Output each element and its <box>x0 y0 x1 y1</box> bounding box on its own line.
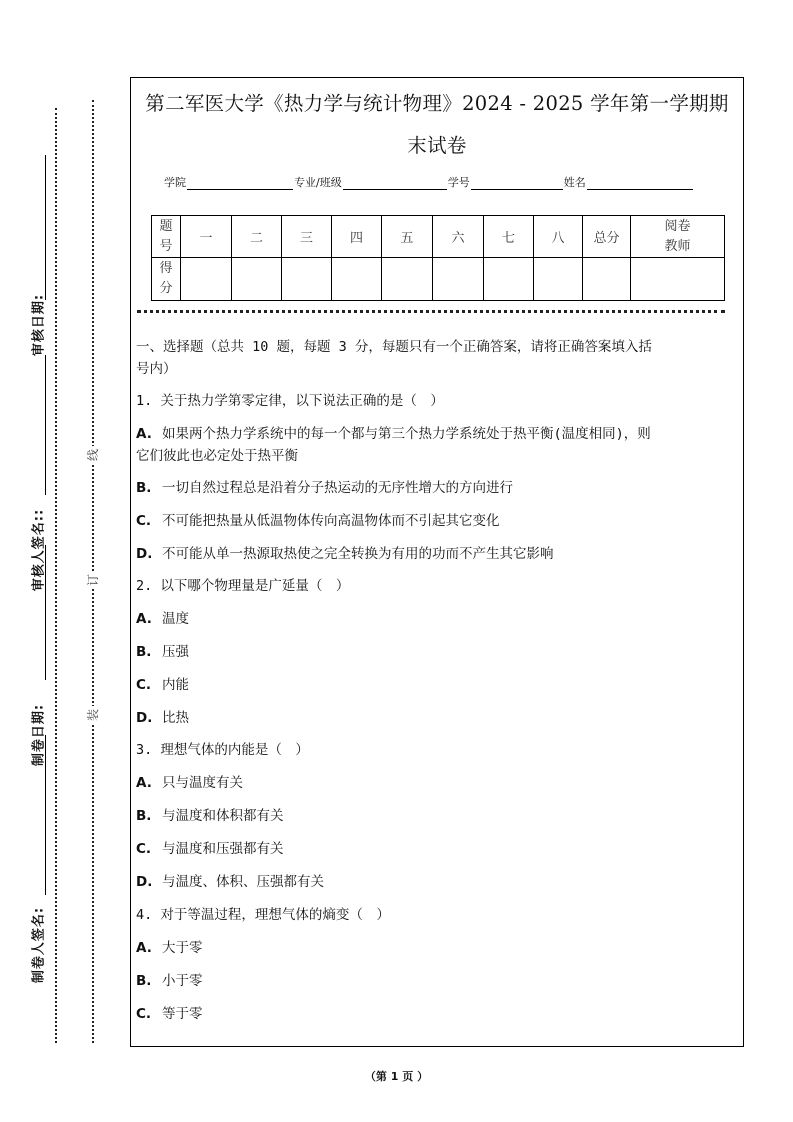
name-field[interactable] <box>587 177 693 190</box>
major-class-field[interactable] <box>343 177 447 190</box>
exam-title-line1: 第二军医大学《热力学与统计物理》2024 - 2025 学年第一学期期 <box>145 92 729 115</box>
reviewer-signature-label: 审核人签名:: <box>31 508 47 592</box>
option-text: 与温度、体积、压强都有关 <box>162 874 324 890</box>
question-3-stem: 3. 理想气体的内能是（ ） <box>136 742 309 758</box>
col-8: 八 <box>534 216 583 258</box>
question-3-option-c[interactable] <box>136 837 284 857</box>
option-key: C. <box>136 513 152 529</box>
score-head: 得 分 <box>152 258 181 301</box>
mark-xian: 线 <box>86 446 100 464</box>
question-4-option-a[interactable] <box>136 936 203 956</box>
score-table <box>151 215 725 301</box>
col-4: 四 <box>332 216 382 258</box>
col-6: 六 <box>433 216 484 258</box>
question-2-stem: 2. 以下哪个物理量是广延量（ ） <box>136 578 350 594</box>
option-key: B. <box>136 808 152 824</box>
option-text: 如果两个热力学系统中的每一个都与第三个热力学系统处于热平衡(温度相同)，则 <box>162 426 651 442</box>
option-key: D. <box>136 874 153 890</box>
score-table-header-row <box>152 216 725 258</box>
score-cell-4[interactable] <box>332 258 382 301</box>
option-key: A. <box>136 611 152 627</box>
question-3-option-b[interactable] <box>136 804 284 824</box>
score-cell-3[interactable] <box>282 258 332 301</box>
mark-zhuang: 装 <box>86 706 100 724</box>
signature-line <box>45 155 46 300</box>
score-cell-8[interactable] <box>534 258 583 301</box>
question-1-option-d[interactable] <box>136 542 554 562</box>
student-id-field[interactable] <box>471 177 563 190</box>
question-1-option-c[interactable] <box>136 509 500 529</box>
college-field[interactable] <box>187 177 293 190</box>
name-label: 姓名 <box>563 176 586 189</box>
col-5: 五 <box>382 216 433 258</box>
option-text: 小于零 <box>162 973 203 989</box>
option-text: 压强 <box>162 644 189 660</box>
option-key: B. <box>136 480 152 496</box>
option-text: 等于零 <box>162 1006 203 1022</box>
dotted-separator <box>137 310 725 313</box>
option-key: B. <box>136 644 152 660</box>
score-cell-total[interactable] <box>583 258 631 301</box>
score-cell-6[interactable] <box>433 258 484 301</box>
compile-date-label: 制卷日期: <box>31 703 47 767</box>
section-heading-line1: 一、选择题（总共 10 题，每题 3 分，每题只有一个正确答案，请将正确答案填入括 <box>136 339 652 355</box>
score-table-score-row <box>152 258 725 301</box>
question-2-option-b[interactable] <box>136 640 189 660</box>
question-2-option-d[interactable] <box>136 706 189 726</box>
question-3-option-d[interactable] <box>136 870 324 890</box>
question-1-option-b[interactable] <box>136 476 513 496</box>
exam-page-frame <box>130 77 744 1047</box>
option-text: 内能 <box>162 677 189 693</box>
col-3: 三 <box>282 216 332 258</box>
compiler-signature-label: 制卷人签名: <box>31 906 47 984</box>
major-class-label: 专业/班级 <box>294 176 342 189</box>
option-key: A. <box>136 940 152 956</box>
question-1-stem: 1. 关于热力学第零定律，以下说法正确的是（ ） <box>136 393 444 409</box>
question-3-option-a[interactable] <box>136 771 243 791</box>
college-label: 学院 <box>164 176 186 189</box>
question-1-option-a[interactable] <box>136 422 651 442</box>
review-date-label: 审核日期: <box>31 293 47 357</box>
score-cell-reviewer[interactable] <box>631 258 725 301</box>
option-text: 不可能从单一热源取热使之完全转换为有用的功而不产生其它影响 <box>162 546 554 562</box>
col-2: 二 <box>232 216 282 258</box>
question-4-stem: 4. 对于等温过程，理想气体的熵变（ ） <box>136 907 390 923</box>
col-reviewer: 阅卷 教师 <box>631 216 725 258</box>
option-key: B. <box>136 973 152 989</box>
page-number: （第 1 页 ） <box>364 1070 429 1083</box>
option-key: C. <box>136 1006 152 1022</box>
option-text: 比热 <box>162 710 189 726</box>
student-info-row <box>164 174 694 190</box>
score-cell-1[interactable] <box>181 258 232 301</box>
option-key: D. <box>136 546 153 562</box>
score-cell-7[interactable] <box>484 258 534 301</box>
question-2-option-a[interactable] <box>136 607 189 627</box>
question-2-option-c[interactable] <box>136 673 189 693</box>
col-7: 七 <box>484 216 534 258</box>
option-text: 一切自然过程总是沿着分子热运动的无序性增大的方向进行 <box>162 480 513 496</box>
student-id-label: 学号 <box>447 176 470 189</box>
col-1: 一 <box>181 216 232 258</box>
option-key: A. <box>136 426 152 442</box>
section-heading-line2: 号内） <box>136 361 177 377</box>
option-text: 与温度和体积都有关 <box>162 808 284 824</box>
col-total: 总分 <box>583 216 631 258</box>
score-cell-2[interactable] <box>232 258 282 301</box>
mark-ding: 订 <box>86 571 100 589</box>
option-key: D. <box>136 710 153 726</box>
option-text: 不可能把热量从低温物体传向高温物体而不引起其它变化 <box>162 513 500 529</box>
option-text: 只与温度有关 <box>162 775 243 791</box>
question-number-head: 题 号 <box>152 216 181 258</box>
score-cell-5[interactable] <box>382 258 433 301</box>
question-4-option-b[interactable] <box>136 969 203 989</box>
exam-title-line2: 末试卷 <box>407 134 467 157</box>
option-text: 与温度和压强都有关 <box>162 841 284 857</box>
question-4-option-c[interactable] <box>136 1002 203 1022</box>
signature-line <box>45 355 46 495</box>
question-1-option-a-cont: 它们彼此也必定处于热平衡 <box>136 448 298 464</box>
option-key: A. <box>136 775 152 791</box>
option-text: 温度 <box>162 611 189 627</box>
option-text: 大于零 <box>162 940 203 956</box>
cut-line-inner <box>55 108 57 1043</box>
option-key: C. <box>136 841 152 857</box>
option-key: C. <box>136 677 152 693</box>
